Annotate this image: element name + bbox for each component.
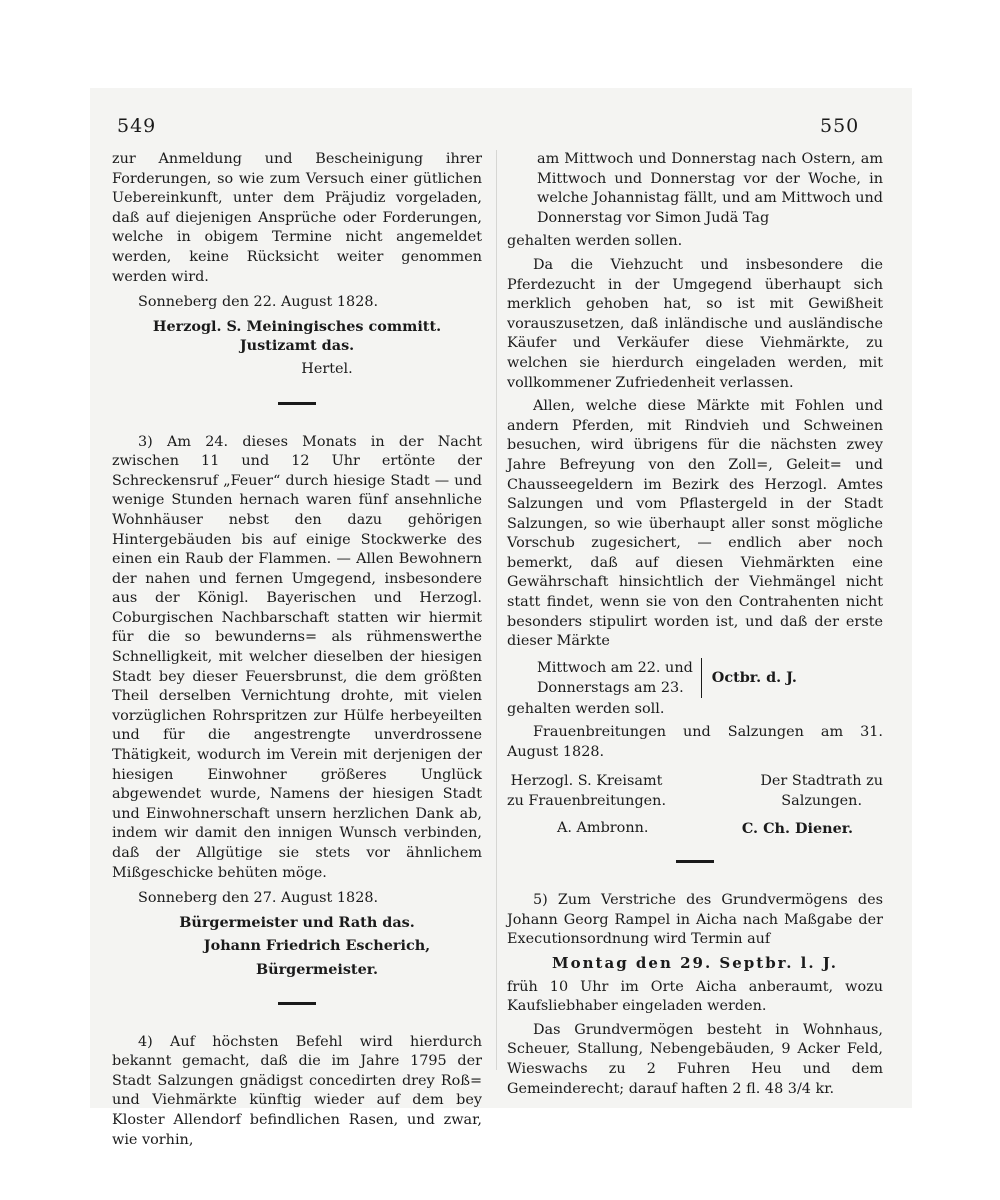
paragraph-fire-notice: 3) Am 24. dieses Monats in der Nacht zwischen 11 und 12 Uhr ertönte der Schreckensruf „Feuer“ durch hiesige Stadt — und wenige Stunden hernach waren fünf ansehnliche Wohnhäuser nebst den dazu gehörigen Hintergebäuden bis auf einige Stockwerke des einen ein Raub der Flammen. — Allen Bewohnern der nahen und fernen Umgegend, insbesondere aus der Königl. Bayerischen und Herzogl. Coburgischen Nachbarschaft statten wir hiermit für die so bewunderns= als rühmenswerthe Schnelligkeit, mit welcher dieselben der hiesigen Stadt bey dieser Feuersbrunst, die dem größten Theil derselben Vernichtung drohte, mit vielen vorzüglichen Rohrspritzen zur Hülfe herbeyeilten und für die angestrengte unverdrossene Thätigkeit, wodurch im Verein mit derjenigen der hiesigen Einwohner größeres Unglück abgewendet wurde, Namens der hiesigen Stadt und Einwohnerschaft unsern herzlichen Dank ab, indem wir damit den innigen Wunsch verbinden, daß der Allgütige sie stets vor ähnlichem Mißgeschicke behüten möge. <box>112 433 482 881</box>
signature-office: zu Frauenbreitungen. <box>507 792 667 809</box>
market-date-line: Mittwoch am 22. und <box>537 659 693 676</box>
page-number-left: 549 <box>117 115 157 137</box>
signature-table <box>507 771 883 811</box>
signature-office: Der Stadtrath zu <box>760 772 883 789</box>
paragraph-property: Das Grundvermögen besteht in Wohnhaus, Scheuer, Stallung, Nebengebäuden, 9 Acker Feld, Wieswachs zu 2 Fuhren Heu und dem Gemeinderecht; darauf haften 2 fl. 48 3/4 kr. <box>507 1021 883 1097</box>
signature-name: Johann Friedrich Escherich, <box>203 937 431 955</box>
signature-left <box>507 771 666 811</box>
paragraph-summons-end: zur Anmeldung und Bescheinigung ihrer Forderungen, so wie zum Versuch einer gütlichen Uebereinkunft, unter dem Präjudiz vorgeladen, daß auf diejenigen Ansprüche oder Forderungen, welche in obigem Termine nicht angemeldet werden, keine Rücksicht weiter genommen werden wird. <box>112 151 482 285</box>
paragraph-horse-breeding: Da die Viehzucht und insbesondere die Pferdezucht in der Umgegend überhaupt sich merklich gehoben hat, so ist mit Gewißheit vorauszusetzen, daß inländische und ausländische Käufer und Verkäufer diese Viehmärkte, zu welchen sie hierdurch eingeladen werden, mit vollkommener Zufriedenheit verlassen. <box>507 256 883 391</box>
section-rule <box>278 1002 316 1005</box>
paragraph-line: gehalten werden sollen. <box>507 233 683 250</box>
signature-name: C. Ch. Diener. <box>741 819 853 837</box>
signature-office: Salzungen. <box>781 792 863 809</box>
date-line: Sonneberg den 22. August 1828. <box>138 294 379 311</box>
signature-right <box>760 771 883 811</box>
signature-names <box>557 819 853 839</box>
place-date-line: Frauenbreitungen und Salzungen am 31. August 1828. <box>507 724 883 761</box>
left-column <box>112 150 482 1150</box>
paragraph-exemptions: Allen, welche diese Märkte mit Fohlen und andern Pferden, mit Rindvieh und Schweinen besuchen, wird übrigens für die nächsten zwey Jahre Befreyung von den Zoll=, Geleit= und Chausseegeldern im Bezirk des Herzogl. Amtes Salzungen und vom Pflastergeld in der Stadt Salzungen, so wie überhaupt aller sonst mögliche Vorschub zugesichert, — endlich aber noch bemerkt, daß auf diesen Viehmärkten eine Gewährschaft hinsichtlich der Viehmängel nicht statt findet, wenn sie von den Contrahenten nicht besonders stipulirt worden ist, und daß der erste dieser Märkte <box>507 398 883 650</box>
paragraph-market-notice: 4) Auf höchsten Befehl wird hierdurch bekannt gemacht, daß die im Jahre 1795 der Stadt Salzungen gnädigst concedirten drey Roß= und Viehmärkte künftig wieder auf dem bey Kloster Allendorf befindlichen Rasen, und zwar, wie vorhin, <box>112 1033 482 1148</box>
paragraph-auction-time: früh 10 Uhr im Orte Aicha anberaumt, wozu Kaufsliebhaber eingeladen werden. <box>507 978 883 1015</box>
date-line: Sonneberg den 27. August 1828. <box>138 890 379 907</box>
office-line: Herzogl. S. Meiningisches committ. Justizamt das. <box>152 317 442 355</box>
market-month: Octbr. d. J. <box>711 669 797 687</box>
auction-date: Montag den 29. Septbr. l. J. <box>552 954 838 972</box>
office-line: Bürgermeister und Rath das. <box>179 913 415 931</box>
page-number-right: 550 <box>820 115 860 137</box>
section-rule <box>676 860 714 863</box>
paragraph-auction-notice: 5) Zum Verstriche des Grundvermögens des Johann Georg Rampel in Aicha nach Maßgabe der Executionsordnung wird Termin auf <box>507 892 883 948</box>
column-divider <box>496 150 497 1070</box>
market-date-block <box>537 658 883 698</box>
market-date-line: Donnerstags am 23. <box>537 679 684 696</box>
section-rule <box>278 402 316 405</box>
market-date-lines <box>537 658 702 698</box>
signature-title: Bürgermeister. <box>255 960 379 978</box>
signature-name: A. Ambronn. <box>557 819 649 836</box>
paragraph-line: gehalten werden soll. <box>507 700 665 717</box>
signature-office: Herzogl. S. Kreisamt <box>510 772 663 789</box>
market-dates: am Mittwoch und Donnerstag nach Ostern, am Mittwoch und Donnerstag vor der Woche, in welche Johannistag fällt, und am Mittwoch und Donnerstag vor Simon Judä Tag <box>537 151 883 226</box>
signature-name: Hertel. <box>301 360 353 377</box>
right-column <box>507 150 883 1099</box>
